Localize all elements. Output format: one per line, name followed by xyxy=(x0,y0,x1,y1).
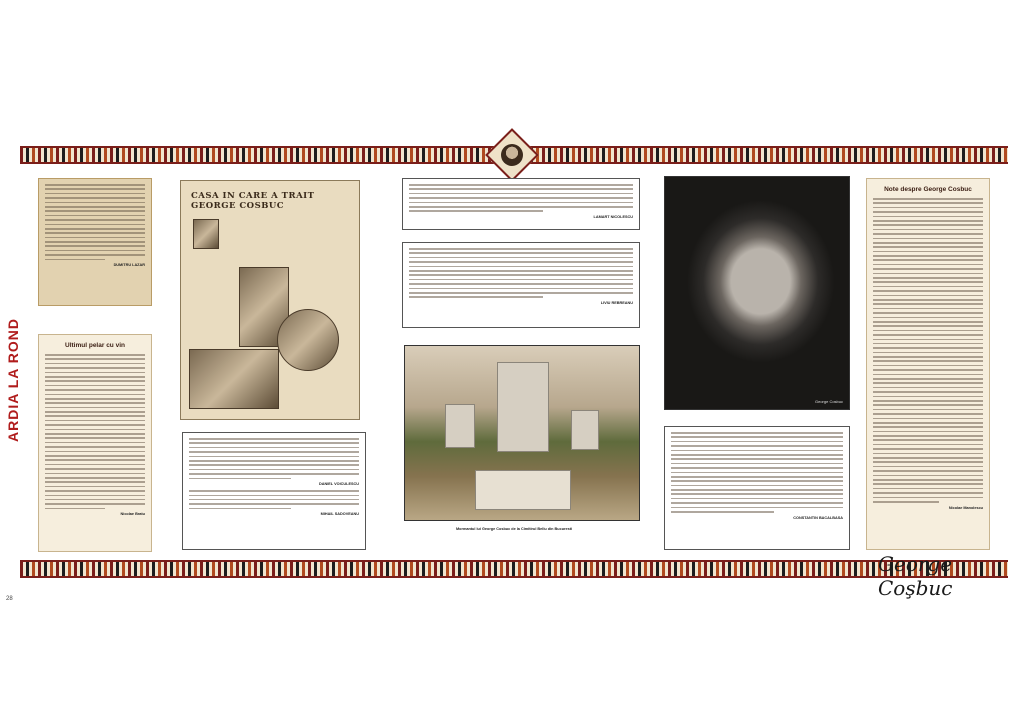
text-block xyxy=(189,438,359,479)
text-block xyxy=(45,354,145,509)
page-number: 28 xyxy=(6,596,13,602)
article-title: Ultimul pelar cu vin xyxy=(65,342,125,349)
folk-pattern-band-bottom xyxy=(20,560,1008,578)
portrait-photo xyxy=(664,176,850,410)
grave-photo xyxy=(404,345,640,521)
text-block xyxy=(409,248,633,298)
portrait-caption: George Cosbuc xyxy=(814,399,843,404)
author-signature: Nicolae Manolescu xyxy=(948,505,983,510)
article-title: Note despre George Cosbuc xyxy=(884,186,972,193)
grave-caption: Mormantul lui George Cosbuc de la Cimitirul Bellu din Bucuresti xyxy=(456,527,573,531)
author-signature: LIVIU REBREANU xyxy=(600,300,633,305)
article-panel-ultimul xyxy=(38,334,152,552)
article-panel-bottom-left xyxy=(182,432,366,550)
note-panel-left xyxy=(38,178,152,306)
author-signature: LAMART NICOLESCU xyxy=(593,214,633,219)
text-block xyxy=(409,184,633,212)
article-panel-mid-center xyxy=(402,242,640,328)
text-block xyxy=(45,184,145,260)
text-block xyxy=(189,490,359,509)
article-panel-bottom-right xyxy=(664,426,850,550)
handwritten-signature: George Coşbuc xyxy=(878,552,953,600)
author-signature: CONSTANTIN BACALBASA xyxy=(793,515,843,520)
clipping-headline: CASA IN CARE A TRAIT GEORGE COSBUC xyxy=(191,191,315,211)
clipping-house-image xyxy=(189,349,279,409)
author-signature: DUMITRU LAZAR xyxy=(113,263,145,268)
author-signature: DANIEL VOICULESCU xyxy=(318,482,359,487)
article-panel-notes xyxy=(866,178,990,550)
clipping-armchair-image xyxy=(277,309,339,371)
author-signature: Nicolae Bratu xyxy=(120,512,145,517)
medallion-portrait xyxy=(485,128,539,182)
newspaper-clipping xyxy=(180,180,360,420)
text-block xyxy=(671,432,843,513)
author-signature: MIHAIL SADOVEANU xyxy=(320,512,359,517)
magazine-logo: ARDIA LA ROND xyxy=(5,318,21,442)
clipping-portrait-image xyxy=(193,219,219,249)
article-panel-top-center xyxy=(402,178,640,230)
text-block xyxy=(873,198,983,503)
